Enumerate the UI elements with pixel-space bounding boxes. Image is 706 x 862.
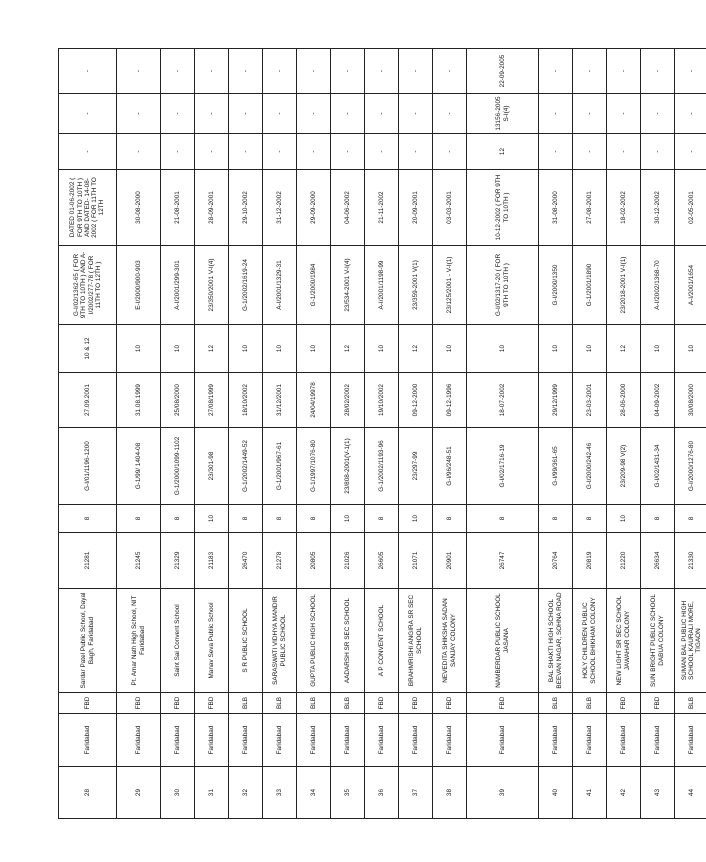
cell-order-date: 04-06-2002 (331, 170, 365, 246)
cell-cls-from: 8 (117, 505, 161, 533)
cell-extra2: 13156-2005 S-I(4) (467, 94, 539, 134)
cell-cls-from: 8 (161, 505, 195, 533)
cell-district: Faridabad (297, 714, 331, 767)
cell-extra3: - (229, 49, 263, 94)
cell-extra2: - (229, 94, 263, 134)
cell-code: 26747 (467, 533, 539, 589)
cell-extra3: - (641, 49, 675, 94)
cell-cls-from: 10 (607, 505, 641, 533)
cell-zone: FBD (399, 693, 433, 714)
cell-extra2: - (297, 94, 331, 134)
cell-sr: 39 (467, 767, 539, 819)
cell-cls-to: 12 (195, 325, 229, 373)
table-row (607, 49, 641, 819)
cell-extra1: - (195, 134, 229, 170)
cell-cls-from: 10 (331, 505, 365, 533)
cell-order-no: A-I/2001/299-301 (161, 246, 195, 325)
cell-aff-no: G-1/1997/1076-80 (297, 428, 331, 505)
cell-sr: 32 (229, 767, 263, 819)
cell-district: Faridabad (263, 714, 297, 767)
cell-cls-from: 8 (467, 505, 539, 533)
cell-code: 21245 (117, 533, 161, 589)
cell-extra3: - (365, 49, 399, 94)
cell-code: 21183 (195, 533, 229, 589)
cell-cls-to: 10 (365, 325, 399, 373)
cell-code: 20819 (573, 533, 607, 589)
cell-sr: 34 (297, 767, 331, 819)
cell-aff-date: 29/12/1999 (539, 373, 573, 428)
cell-code: 20764 (539, 533, 573, 589)
cell-extra1: - (229, 134, 263, 170)
cell-extra3: 22-09-2005 (467, 49, 539, 94)
cell-extra3: - (607, 49, 641, 94)
cell-zone: BLB (331, 693, 365, 714)
cell-extra2: - (399, 94, 433, 134)
cell-aff-date: 28/02/2002 (331, 373, 365, 428)
cell-extra3: - (161, 49, 195, 94)
cell-code: 20901 (433, 533, 467, 589)
cell-sr: 30 (161, 767, 195, 819)
cell-cls-from: 10 (195, 505, 229, 533)
cell-extra3: - (59, 49, 117, 94)
table-row (433, 49, 467, 819)
cell-cls-from: 8 (641, 505, 675, 533)
cell-order-no: 23/350/2001 V-I(4) (195, 246, 229, 325)
cell-extra3: - (399, 49, 433, 94)
cell-cls-to: 10 (263, 325, 297, 373)
cell-order-date: 02-05-2001 (675, 170, 706, 246)
cell-order-date: 10-12-2002 ( FOR 9TH TO 10TH ) (467, 170, 539, 246)
cell-aff-no: G-I/2000/1276-80 (675, 428, 706, 505)
cell-school: S R PUBLIC SCHOOL (229, 589, 263, 693)
cell-cls-from: 8 (573, 505, 607, 533)
cell-order-date: 28-09-2001 (195, 170, 229, 246)
cell-code: 21026 (331, 533, 365, 589)
cell-aff-no: 23/297-99 (399, 428, 433, 505)
cell-extra1: - (607, 134, 641, 170)
cell-cls-from: 10 (399, 505, 433, 533)
cell-zone: BLB (263, 693, 297, 714)
cell-district: Faridabad (331, 714, 365, 767)
cell-order-no: G-1/2000/1984 (297, 246, 331, 325)
cell-cls-to: 10 & 12 (59, 325, 117, 373)
cell-zone: BLB (229, 693, 263, 714)
cell-school: Sardar Patel Public School, Dayal Bagh, Faridabad (59, 589, 117, 693)
cell-aff-no: G-1/2002/1449-52 (229, 428, 263, 505)
table-row (573, 49, 607, 819)
cell-extra1: - (573, 134, 607, 170)
cell-extra2: - (607, 94, 641, 134)
cell-code: 21278 (263, 533, 297, 589)
cell-order-no: 23/125/2001 - V-I(1) (433, 246, 467, 325)
cell-district: Faridabad (675, 714, 706, 767)
cell-sr: 33 (263, 767, 297, 819)
cell-extra1: - (263, 134, 297, 170)
cell-district: Faridabad (539, 714, 573, 767)
cell-extra3: - (433, 49, 467, 94)
cell-order-date: 30-08-2000 (117, 170, 161, 246)
cell-extra1: - (161, 134, 195, 170)
table-row (59, 49, 117, 819)
cell-aff-date: 27/08/1999 (195, 373, 229, 428)
cell-order-date: 29-09-2000 (297, 170, 331, 246)
cell-cls-from: 8 (263, 505, 297, 533)
cell-aff-date: 09-12-2000 (399, 373, 433, 428)
cell-order-date: 21-11-2002 (365, 170, 399, 246)
cell-school: NEVEDITA SHIKSHA SADAN SANJAY COLONY (433, 589, 467, 693)
cell-order-no: G-I/02/1362-65 ( FOR 9TH TO 10TH ) AND A-I/2002/277-78 ( FOR 11TH TO 12TH ) (59, 246, 117, 325)
cell-sr: 36 (365, 767, 399, 819)
cell-code: 21330 (675, 533, 706, 589)
cell-zone: FBD (607, 693, 641, 714)
cell-code: 21071 (399, 533, 433, 589)
cell-aff-date: 31.08.1999 (117, 373, 161, 428)
cell-aff-no: G-I/2000/242-46 (573, 428, 607, 505)
cell-extra3: - (195, 49, 229, 94)
cell-extra1: - (539, 134, 573, 170)
cell-aff-no: G-1/2002/1193-96 (365, 428, 399, 505)
cell-order-date: 20-09-2001 (399, 170, 433, 246)
cell-district: Faridabad (59, 714, 117, 767)
cell-zone: FBD (161, 693, 195, 714)
cell-cls-to: 10 (467, 325, 539, 373)
cell-extra1: - (399, 134, 433, 170)
cell-order-no: G-I/02/1317-20 ( FOR 9TH TO 10TH ) (467, 246, 539, 325)
cell-cls-to: 10 (433, 325, 467, 373)
cell-cls-from: 8 (433, 505, 467, 533)
cell-sr: 35 (331, 767, 365, 819)
cell-zone: FBD (195, 693, 229, 714)
cell-cls-from: 8 (675, 505, 706, 533)
cell-district: Faridabad (641, 714, 675, 767)
cell-extra2: - (195, 94, 229, 134)
cell-order-no: E-I/2000/900-903 (117, 246, 161, 325)
cell-extra3: - (675, 49, 706, 94)
cell-district: Faridabad (399, 714, 433, 767)
cell-aff-date: 18/10/2002 (229, 373, 263, 428)
cell-extra2: - (365, 94, 399, 134)
cell-aff-no: 23/808-2001(V-1(1) (331, 428, 365, 505)
cell-extra2: - (117, 94, 161, 134)
cell-aff-date: 09-12-1996 (433, 373, 467, 428)
table-row (641, 49, 675, 819)
cell-extra3: - (539, 49, 573, 94)
table-row (365, 49, 399, 819)
cell-order-no: A-I/2002/1368-70 (641, 246, 675, 325)
table-row (263, 49, 297, 819)
cell-order-date: 29-10-2002 (229, 170, 263, 246)
cell-extra1: - (365, 134, 399, 170)
cell-aff-date: 30/08/2000 (675, 373, 706, 428)
cell-zone: FBD (365, 693, 399, 714)
cell-school: NEW LIGHT SR SEC SCHOOL JAWAHAR COLONY (607, 589, 641, 693)
cell-extra3: - (297, 49, 331, 94)
cell-extra1: - (675, 134, 706, 170)
cell-aff-date: 04-09-2002 (641, 373, 675, 428)
cell-zone: FBD (641, 693, 675, 714)
cell-aff-no: G-I/02/1716-19 (467, 428, 539, 505)
cell-district: Faridabad (161, 714, 195, 767)
cell-order-no: 23/359-2001 V(1) (399, 246, 433, 325)
cell-zone: FBD (467, 693, 539, 714)
cell-order-no: G-I/2000/1350 (539, 246, 573, 325)
cell-district: Faridabad (365, 714, 399, 767)
table-body (59, 49, 706, 819)
cell-zone: BLB (675, 693, 706, 714)
cell-sr: 42 (607, 767, 641, 819)
cell-district: Faridabad (433, 714, 467, 767)
cell-extra1: 12 (467, 134, 539, 170)
cell-order-date: 03-03-2001 (433, 170, 467, 246)
cell-order-no: 23/2018-2001 V-I(1) (607, 246, 641, 325)
cell-sr: 43 (641, 767, 675, 819)
cell-district: Faridabad (467, 714, 539, 767)
cell-extra1: - (59, 134, 117, 170)
cell-cls-to: 10 (675, 325, 706, 373)
cell-extra2: - (331, 94, 365, 134)
cell-cls-to: 12 (399, 325, 433, 373)
cell-extra1: - (433, 134, 467, 170)
cell-order-date: 27-08-2001 (573, 170, 607, 246)
table-row (539, 49, 573, 819)
cell-order-no: 23/534-2001 V-I(4) (331, 246, 365, 325)
cell-zone: BLB (539, 693, 573, 714)
cell-aff-no: G-I/01/1196-1200 (59, 428, 117, 505)
cell-code: 26605 (365, 533, 399, 589)
cell-school: SUMAN BAL PUBLIC HIGH SCHOOL KAURALI MORE, TIGAON (675, 589, 706, 693)
cell-cls-to: 10 (573, 325, 607, 373)
school-records-table (58, 48, 706, 819)
cell-cls-from: 8 (59, 505, 117, 533)
cell-sr: 29 (117, 767, 161, 819)
cell-sr: 41 (573, 767, 607, 819)
cell-code: 21281 (59, 533, 117, 589)
cell-cls-from: 8 (539, 505, 573, 533)
cell-extra3: - (573, 49, 607, 94)
cell-cls-from: 8 (229, 505, 263, 533)
cell-order-no: G-1/2001/1890 (573, 246, 607, 325)
cell-aff-no: G-1/2000/1099-1102 (161, 428, 195, 505)
cell-district: Faridabad (117, 714, 161, 767)
cell-order-date: 31-12-2002 (263, 170, 297, 246)
cell-extra2: - (573, 94, 607, 134)
cell-code: 21220 (607, 533, 641, 589)
cell-district: Faridabad (573, 714, 607, 767)
table-row (331, 49, 365, 819)
cell-district: Faridabad (607, 714, 641, 767)
cell-cls-to: 12 (331, 325, 365, 373)
cell-aff-no: 23/209-98 V(2) (607, 428, 641, 505)
cell-school: Saint Sai Convent School (161, 589, 195, 693)
cell-school: NAMBERDAR PUBLIC SCHOOL JASANA (467, 589, 539, 693)
cell-aff-date: 19/10/2002 (365, 373, 399, 428)
cell-school: HOLY CHILDREN PUBLIC SCHOOL BHIKHAM COLONY (573, 589, 607, 693)
cell-zone: FBD (117, 693, 161, 714)
cell-sr: 40 (539, 767, 573, 819)
cell-order-date: DATED 01-06-2002 ( FOR 9TH TO 10TH ) AND DATED- 14-08-2002 ( FOR 11TH TO 12TH (59, 170, 117, 246)
cell-code: 20805 (297, 533, 331, 589)
cell-sr: 38 (433, 767, 467, 819)
cell-aff-no: G-1/99/ 1404-08 (117, 428, 161, 505)
table-row (467, 49, 539, 819)
cell-code: 26470 (229, 533, 263, 589)
cell-aff-no: G-I/96/248-51 (433, 428, 467, 505)
cell-district: Faridabad (195, 714, 229, 767)
table-row (195, 49, 229, 819)
cell-school: BAL SHAKTI HIGH SCHOOL BEEVAN NAGAR, SOHNA ROAD (539, 589, 573, 693)
table-row (399, 49, 433, 819)
cell-extra1: - (331, 134, 365, 170)
cell-order-date: 31-08-2000 (539, 170, 573, 246)
table-row (297, 49, 331, 819)
cell-order-date: 30-12-2002 (641, 170, 675, 246)
cell-code: 21329 (161, 533, 195, 589)
cell-sr: 44 (675, 767, 706, 819)
table-row (117, 49, 161, 819)
cell-extra2: - (59, 94, 117, 134)
cell-sr: 28 (59, 767, 117, 819)
cell-cls-to: 10 (117, 325, 161, 373)
cell-zone: BLB (573, 693, 607, 714)
table-row (161, 49, 195, 819)
cell-sr: 37 (399, 767, 433, 819)
cell-cls-from: 8 (297, 505, 331, 533)
cell-sr: 31 (195, 767, 229, 819)
cell-cls-to: 10 (161, 325, 195, 373)
cell-order-no: G-1/2002/1619-24 (229, 246, 263, 325)
cell-aff-date: 18-07-2002 (467, 373, 539, 428)
cell-extra1: - (641, 134, 675, 170)
cell-extra2: - (161, 94, 195, 134)
cell-school: SARASWATI VIDHYA MANDIR PUBLIC SCHOOL (263, 589, 297, 693)
cell-district: Faridabad (229, 714, 263, 767)
cell-order-no: A-I/2001/1329-31 (263, 246, 297, 325)
cell-extra2: - (641, 94, 675, 134)
cell-extra3: - (331, 49, 365, 94)
cell-aff-no: G-I/02/1431-34 (641, 428, 675, 505)
cell-cls-to: 10 (229, 325, 263, 373)
cell-aff-date: 24/04/19978 (297, 373, 331, 428)
cell-school: AADARSH SR SEC SCHOOL (331, 589, 365, 693)
cell-aff-date: 31/12/2001 (263, 373, 297, 428)
cell-zone: FBD (433, 693, 467, 714)
cell-school: SUN BRIGHT PUBLIC SCHOOL DABUA COLONY (641, 589, 675, 693)
cell-school: Manav Seva Public School (195, 589, 229, 693)
cell-school: BRAHMRISHI ANGIRA SR SEC SCHOOL (399, 589, 433, 693)
cell-aff-date: 28-06-2000 (607, 373, 641, 428)
cell-extra2: - (263, 94, 297, 134)
cell-extra3: - (117, 49, 161, 94)
table-row (675, 49, 706, 819)
cell-school: Pt. Amar Nath High School, NIT Faridabad (117, 589, 161, 693)
cell-aff-date: 25/08/2000 (161, 373, 195, 428)
cell-order-no: A-I/2001/1198-99 (365, 246, 399, 325)
cell-aff-no: G-1/2001/967-61 (263, 428, 297, 505)
cell-extra3: - (263, 49, 297, 94)
cell-extra2: - (539, 94, 573, 134)
cell-extra2: - (433, 94, 467, 134)
cell-zone: FBD (59, 693, 117, 714)
cell-cls-to: 10 (297, 325, 331, 373)
cell-extra1: - (117, 134, 161, 170)
cell-extra2: - (675, 94, 706, 134)
cell-aff-no: 23/301-98 (195, 428, 229, 505)
cell-school: GUPTA PUBLIC HIGH SCHOOL (297, 589, 331, 693)
cell-extra1: - (297, 134, 331, 170)
cell-code: 26634 (641, 533, 675, 589)
cell-cls-to: 10 (641, 325, 675, 373)
cell-school: A P CONVENT SCHOOL (365, 589, 399, 693)
cell-aff-date: 27.09.2001 (59, 373, 117, 428)
cell-order-no: A-I/2001/1654 (675, 246, 706, 325)
cell-cls-to: 10 (539, 325, 573, 373)
cell-aff-date: 23-03-2001 (573, 373, 607, 428)
cell-aff-no: G-I/99/361-65 (539, 428, 573, 505)
cell-cls-from: 8 (365, 505, 399, 533)
cell-zone: BLB (297, 693, 331, 714)
cell-order-date: 18-02-2002 (607, 170, 641, 246)
cell-cls-to: 12 (607, 325, 641, 373)
cell-order-date: 21-08-2001 (161, 170, 195, 246)
table-row (229, 49, 263, 819)
